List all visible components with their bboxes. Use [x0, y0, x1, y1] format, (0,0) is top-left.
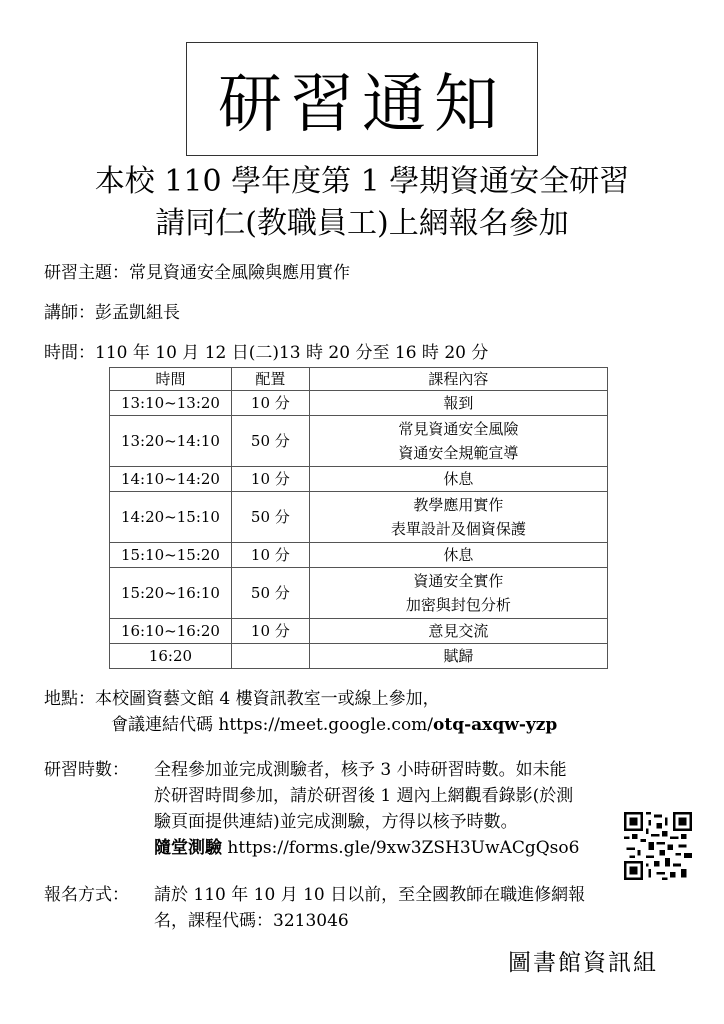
location-block	[44, 686, 557, 738]
row-content	[309, 492, 607, 543]
time-line: 時間：110 年 10 月 12 日(二)13 時 20 分至 16 時 20 分	[44, 343, 489, 363]
table-row	[110, 644, 608, 669]
row-content	[309, 619, 607, 644]
row-duration: 50 分	[231, 416, 309, 467]
row-content-line: 賦歸	[443, 647, 474, 665]
row-content	[309, 416, 607, 467]
header-time: 時間	[110, 368, 232, 391]
header-content: 課程內容	[309, 368, 607, 391]
location-line-1: 地點：本校圖資藝文館 4 樓資訊教室一或線上參加，	[44, 689, 440, 709]
row-content	[309, 391, 607, 416]
row-time: 16:20	[110, 644, 232, 669]
row-content-line: 報到	[443, 394, 474, 412]
page-title: 研習通知	[186, 42, 538, 156]
row-content-line: 表單設計及個資保護	[390, 520, 526, 538]
quiz-line	[154, 835, 579, 861]
row-content-line: 資通安全規範宣導	[398, 444, 519, 462]
table-row	[110, 568, 608, 619]
table-row	[110, 467, 608, 492]
quiz-label: 隨堂測驗	[154, 838, 222, 858]
meeting-url-prefix: 會議連結代碼 https://meet.google.com/	[111, 715, 434, 735]
row-duration: 10 分	[231, 543, 309, 568]
topic-line: 研習主題：常見資通安全風險與應用實作	[44, 263, 350, 283]
row-content	[309, 467, 607, 492]
lecturer-line: 講師：彭孟凱組長	[44, 303, 180, 323]
row-content-line: 常見資通安全風險	[398, 420, 519, 438]
table-row	[110, 543, 608, 568]
row-content-line: 休息	[443, 546, 474, 564]
signature: 圖書館資訊組	[508, 950, 658, 976]
row-content	[309, 644, 607, 669]
row-content-line: 休息	[443, 470, 474, 488]
row-content-line: 資通安全實作	[413, 572, 504, 590]
qr-code-icon[interactable]	[624, 812, 692, 880]
row-time: 14:10~14:20	[110, 467, 232, 492]
row-duration	[231, 644, 309, 669]
table-row	[110, 619, 608, 644]
row-content-line: 加密與封包分析	[405, 596, 511, 614]
row-time: 14:20~15:10	[110, 492, 232, 543]
headline-2: 請同仁(教職員工)上網報名參加	[155, 206, 569, 241]
table-row	[110, 391, 608, 416]
hours-label: 研習時數：	[44, 760, 129, 780]
hours-line-3: 驗頁面提供連結)並完成測驗，方得以核予時數。	[154, 812, 518, 832]
row-duration: 50 分	[231, 492, 309, 543]
row-content-line: 意見交流	[428, 622, 489, 640]
row-content-line: 教學應用實作	[413, 496, 504, 514]
register-block	[154, 882, 585, 934]
row-duration: 50 分	[231, 568, 309, 619]
hours-line-2: 於研習時間參加，請於研習後 1 週內上網觀看錄影(於測	[154, 786, 574, 806]
table-row	[110, 416, 608, 467]
location-line-2	[44, 712, 557, 738]
row-duration: 10 分	[231, 619, 309, 644]
row-duration: 10 分	[231, 391, 309, 416]
hours-block	[154, 757, 579, 861]
table-row	[110, 492, 608, 543]
row-time: 15:10~15:20	[110, 543, 232, 568]
register-line-1: 請於 110 年 10 月 10 日以前，至全國教師在職進修網報	[154, 885, 586, 905]
headline-1: 本校 110 學年度第 1 學期資通安全研習	[94, 164, 630, 199]
quiz-link[interactable]: https://forms.gle/9xw3ZSH3UwACgQso6	[222, 838, 580, 858]
row-duration: 10 分	[231, 467, 309, 492]
header-duration: 配置	[231, 368, 309, 391]
register-label: 報名方式：	[44, 885, 129, 905]
row-content	[309, 543, 607, 568]
schedule-table	[109, 367, 608, 669]
meeting-code-link[interactable]: otq-axqw-yzp	[433, 715, 558, 735]
row-time: 15:20~16:10	[110, 568, 232, 619]
row-content	[309, 568, 607, 619]
hours-line-1: 全程參加並完成測驗者，核予 3 小時研習時數。如未能	[154, 760, 567, 780]
row-time: 13:20~14:10	[110, 416, 232, 467]
row-time: 13:10~13:20	[110, 391, 232, 416]
row-time: 16:10~16:20	[110, 619, 232, 644]
schedule-header-row	[110, 368, 608, 391]
register-line-2: 名，課程代碼：3213046	[154, 911, 349, 931]
